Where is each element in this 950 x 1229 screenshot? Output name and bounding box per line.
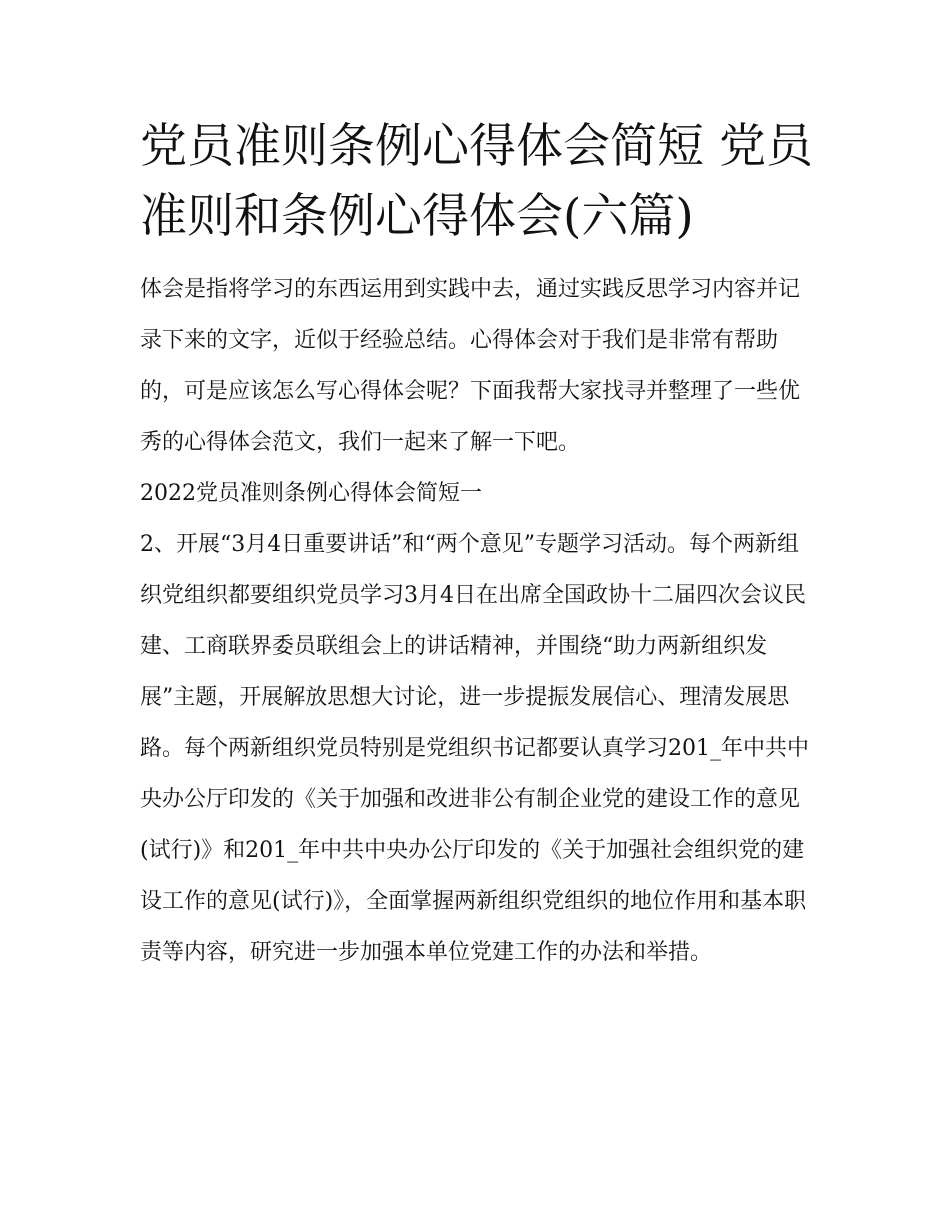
document-content xyxy=(140,112,815,978)
intro-paragraph: 体会是指将学习的东西运用到实践中去，通过实践反思学习内容并记录下来的文字，近似于经验总结。心得体会对于我们是非常有帮助的，可是应该怎么写心得体会呢？下面我帮大家找寻并整理了一些优秀的心得体会范文，我们一起来了解一下吧。 xyxy=(140,277,801,455)
section-heading: 2022党员准则条例心得体会简短一 xyxy=(140,481,482,506)
document-title: 党员准则条例心得体会简短 党员准则和条例心得体会(六篇) xyxy=(140,119,813,244)
body-paragraph: 2、开展“3月4日重要讲话”和“两个意见”专题学习活动。每个两新组织党组织都要组织党员学习3月4日在出席全国政协十二届四次会议民建、工商联界委员联组会上的讲话精神，并围绕“助力两新组织发展”主题，开展解放思想大讨论，进一步提振发展信心、理清发展思路。每个两新组织党员特别是党组织书记都要认真学习201_年中共中央办公厅印发的《关于加强和改进非公有制企业党的建设工作的意见(试行)》和201_年中共中央办公厅印发的《关于加强社会组织党的建设工作的意见(试行)》，全面掌握两新组织党组织的地位作用和基本职责等内容，研究进一步加强本单位党建工作的办法和举措。 xyxy=(140,532,809,965)
